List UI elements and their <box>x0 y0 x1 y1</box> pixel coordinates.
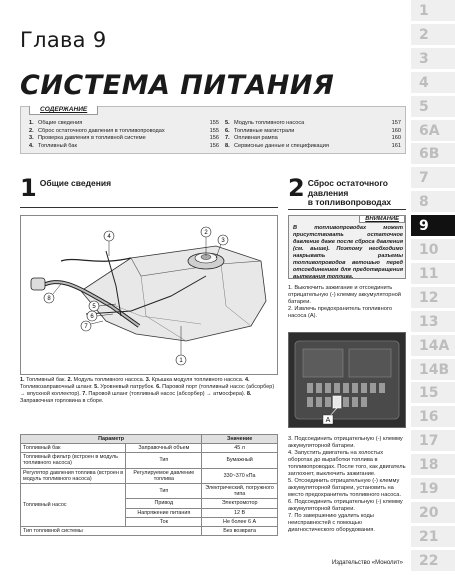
section-number: 1 <box>20 174 37 202</box>
table-cell: Не более 6 А <box>202 517 278 526</box>
callout-7: 7 <box>84 324 88 330</box>
step-item: 7. По завершению удалить коды неисправностей с помощью диагностического оборудования. <box>288 513 375 533</box>
chapter-tab[interactable]: 8 <box>411 191 455 213</box>
table-cell: Бумажный <box>202 453 278 468</box>
chapter-tab[interactable]: 4 <box>411 72 455 94</box>
steps-list-top <box>288 285 406 320</box>
table-of-contents <box>20 106 406 154</box>
step-item: 2. Извлечь предохранитель топливного насоса (А). <box>288 306 392 319</box>
warning-box <box>288 215 406 279</box>
section-2-heading <box>288 174 392 208</box>
toc-item[interactable] <box>29 120 219 128</box>
table-cell: Электромотор <box>202 499 278 508</box>
chapter-tab[interactable]: 22 <box>411 550 455 572</box>
toc-item-text: Топливные магистрали <box>234 127 295 134</box>
warning-text: В топливопроводах может присутствовать остаточное давление даже после сброса давления (см. выше). Поэтому необходимо накрывать разъемы топливопроводов ветошью перед отсоединением для предотвращения вытекания топлива. <box>293 225 403 280</box>
chapter-tab[interactable]: 10 <box>411 239 455 261</box>
toc-item-number: 6. <box>225 127 230 134</box>
toc-item-text: Модуль топливного насоса <box>234 120 305 126</box>
caption-num: 2. <box>67 377 73 383</box>
table-cell: Тип <box>126 453 202 468</box>
toc-item-page: 155 <box>209 120 219 126</box>
table-cell: Топливный бак <box>21 444 126 453</box>
toc-item-page: 156 <box>209 135 219 142</box>
specs-table <box>20 434 278 536</box>
chapter-tab[interactable]: 14A <box>411 335 455 357</box>
table-cell: Топливный насос <box>21 484 126 527</box>
caption-text: Уровневый патрубок. <box>98 384 157 390</box>
toc-item-number: 3. <box>29 135 34 142</box>
table-row <box>21 527 278 536</box>
caption-text: Топливный бак. <box>24 377 68 383</box>
publisher-footer: Издательство «Монолит» <box>331 560 403 566</box>
table-header: Параметр <box>21 435 202 444</box>
table-cell: 12 В <box>202 508 278 517</box>
table-cell: Без возврата <box>202 527 278 536</box>
chapter-tab[interactable]: 2 <box>411 24 455 46</box>
toc-item-text: Общие сведения <box>38 120 83 126</box>
caption-text: Крышка модуля топливного насоса. <box>150 377 245 383</box>
section-title <box>308 179 391 208</box>
toc-item-number: 1. <box>29 120 34 126</box>
chapter-tab[interactable]: 7 <box>411 167 455 189</box>
callout-1: 1 <box>179 358 183 364</box>
caption-text: Паровой шланг (топливный насос (абсорбер) → атмосфера). <box>86 391 247 397</box>
caption-text: Заправочная горловина в сборе. <box>20 398 104 404</box>
section-title-line: Сброс остаточного <box>307 178 388 188</box>
chapter-tab[interactable]: 17 <box>411 430 455 452</box>
chapter-tab[interactable]: 11 <box>411 263 455 285</box>
table-cell: 45 л <box>202 444 278 453</box>
table-row <box>21 468 278 483</box>
toc-item-text: Топливный бак <box>38 142 77 149</box>
page-title: СИСТЕМА ПИТАНИЯ <box>20 70 335 101</box>
table-cell: Ток <box>126 517 202 526</box>
toc-item-page: 157 <box>391 120 401 126</box>
caption-num: 3. <box>145 377 151 383</box>
caption-text: Паровой порт (топливный насос (абсорбер) → впускной коллектор). <box>20 384 275 397</box>
chapter-tab[interactable]: 9 <box>411 215 455 237</box>
table-cell: Тип <box>126 484 202 499</box>
chapter-tab[interactable]: 16 <box>411 406 455 428</box>
table-cell: Топливный фильтр (встроен в модуль топливного насоса) <box>21 453 126 468</box>
callout-4: 4 <box>107 234 111 240</box>
step-item: 5. Отсоединить отрицательную (-) клемму аккумуляторной батареи, установить на место предохранитель топливного насоса. <box>288 478 402 498</box>
chapter-tab[interactable]: 20 <box>411 502 455 524</box>
toc-item-text: Опливная рампа <box>234 135 278 142</box>
table-cell: 330~370 кПа <box>202 468 278 483</box>
callout-2: 2 <box>204 230 208 236</box>
caption-num: 7. <box>82 391 87 397</box>
caption-num: 6. <box>156 384 161 390</box>
fuse-box-photo <box>288 332 406 428</box>
table-cell: Тип топливной системы <box>21 527 202 536</box>
toc-item-number: 4. <box>29 142 34 149</box>
toc-header: СОДЕРЖАНИЕ <box>29 106 98 115</box>
caption-num: 8. <box>246 391 252 397</box>
caption-num: 4. <box>244 377 250 383</box>
table-cell: Заправочный объем <box>126 444 202 453</box>
step-item: 4. Запустить двигатель на холостых оборотах до выработки топлива в топливопроводах. После того, как двигатель заглохнет, выключить зажигание. <box>288 450 406 477</box>
toc-item[interactable] <box>225 128 401 136</box>
toc-item[interactable] <box>225 135 401 143</box>
chapter-tab[interactable]: 19 <box>411 478 455 500</box>
toc-item-number: 2. <box>29 127 34 134</box>
table-cell: Привод <box>126 499 202 508</box>
toc-column-left <box>29 120 219 150</box>
callout-3: 3 <box>221 238 225 244</box>
caption-text: Топливозаправочный шланг. <box>20 384 95 390</box>
toc-item[interactable] <box>225 143 401 151</box>
fuel-tank-figure <box>20 215 278 375</box>
toc-item-text: Проверка давления в топливной системе <box>38 135 146 142</box>
toc-item-number: 8. <box>225 142 230 149</box>
toc-item-page: 160 <box>391 135 401 142</box>
table-cell: Электрический, погружного типа <box>202 484 278 499</box>
section-title-line: давления <box>307 187 349 198</box>
table-cell: Регулируемое давление топлива <box>126 468 202 483</box>
callout-5: 5 <box>92 304 96 310</box>
toc-item-page: 161 <box>391 142 401 149</box>
toc-item-page: 160 <box>391 127 401 134</box>
caption-num: 1. <box>20 377 25 383</box>
table-row <box>21 453 278 468</box>
chapter-tab[interactable]: 21 <box>411 526 455 548</box>
fuel-tank-illustration <box>21 216 277 374</box>
caption-text: Модуль топливного насоса. <box>72 377 146 383</box>
figure-caption <box>20 377 278 405</box>
step-item: 3. Подсоединить отрицательную (-) клемму аккумуляторной батареи. <box>288 436 403 449</box>
chapter-tab[interactable]: 3 <box>411 48 455 70</box>
table-header-row <box>21 435 278 444</box>
toc-item[interactable] <box>29 143 219 151</box>
section-title-line: в топливопроводах <box>307 197 392 207</box>
section-number: 2 <box>288 174 305 202</box>
toc-column-right <box>225 120 401 150</box>
table-cell: Напряжение питания <box>126 508 202 517</box>
steps-list-bottom <box>288 436 406 534</box>
callout-6: 6 <box>90 314 94 320</box>
toc-item-number: 5. <box>225 120 230 126</box>
section-divider <box>20 207 278 208</box>
table-row <box>21 444 278 453</box>
toc-item-text: Сброс остаточного давления в топливопроводах <box>38 127 165 134</box>
section-title: Общие сведения <box>39 178 112 188</box>
toc-item-text: Сервисные данные и спецификация <box>234 142 329 149</box>
warning-label: ВНИМАНИЕ <box>359 215 405 223</box>
chapter-tab[interactable]: 6A <box>411 120 455 142</box>
table-row <box>21 484 278 499</box>
fuse-box-image <box>289 333 405 427</box>
chapter-heading: Глава 9 <box>20 28 107 52</box>
chapter-tab[interactable]: 12 <box>411 287 455 309</box>
toc-item-number: 7. <box>225 135 230 142</box>
chapter-tab[interactable]: 14B <box>411 359 455 381</box>
step-item: 6. Подсоединить отрицательную (-) клемму аккумуляторной батареи. <box>288 499 403 512</box>
chapter-tab[interactable]: 5 <box>411 96 455 118</box>
toc-item[interactable] <box>29 128 219 136</box>
table-cell: Регулятор давления топлива (встроен в модуль топливного насоса) <box>21 468 126 483</box>
chapter-tab[interactable]: 6B <box>411 143 455 165</box>
callout-8: 8 <box>47 296 51 302</box>
chapter-tab[interactable]: 13 <box>411 311 455 333</box>
toc-item[interactable] <box>225 120 401 128</box>
caption-num: 5. <box>94 384 99 390</box>
section-1-heading <box>20 174 112 202</box>
section-divider <box>288 209 406 210</box>
chapter-tab[interactable]: 18 <box>411 454 455 476</box>
chapter-tab[interactable]: 15 <box>411 382 455 404</box>
table-header: Значение <box>202 435 278 444</box>
toc-item[interactable] <box>29 135 219 143</box>
toc-item-page: 156 <box>209 142 219 149</box>
photo-callout-a: A <box>325 417 331 424</box>
toc-item-page: 155 <box>209 127 219 134</box>
step-item: 1. Выключить зажигание и отсоединить отрицательную (-) клемму аккумуляторной батареи. <box>288 285 401 305</box>
chapter-tab[interactable]: 1 <box>411 0 455 22</box>
